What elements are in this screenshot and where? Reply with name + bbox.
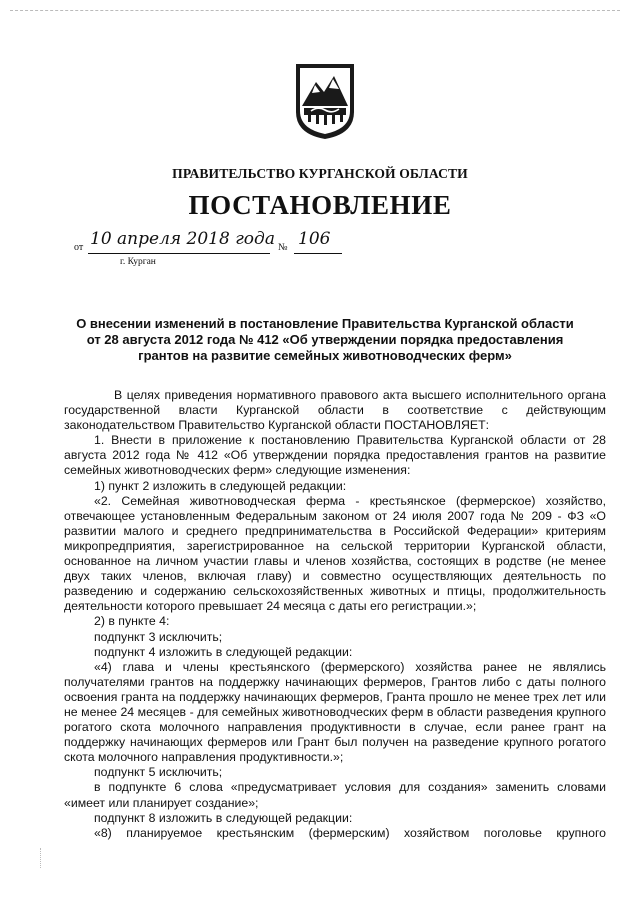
- body-paragraph-quote-8: «8) планируемое крестьянским (фермерским) хозяйством поголовье крупного: [94, 825, 606, 840]
- handwritten-number: 106: [298, 229, 331, 249]
- body-paragraph-exclude-3: подпункт 3 исключить;: [94, 629, 223, 644]
- body-paragraph-quote-2: «2. Семейная животноводческая ферма - крестьянское (фермерское) хозяйство, отвечающее установленным Федеральным законом от 24 июля 2007 года № 209 - ФЗ «О развитии малого и среднего предпринимательства в Российской Федерации» критериям микропредприятия, зарегистрированное на сельской территории Курганской области, основанное на личном участии главы и членов хозяйства, состоящих в родстве (не менее двух таких членов, включая главу) и совместно осуществляющих деятельность по разведению и содержанию сельскохозяйственных животных и птицы, продолжительность деятельности которого превышает 24 месяца с даты его регистрации.»;: [64, 493, 606, 614]
- document-body: [64, 388, 606, 841]
- date-prefix: от: [74, 242, 84, 253]
- number-underline: [294, 253, 342, 254]
- date-number-line: [74, 229, 374, 273]
- subject-line: О внесении изменений в постановление Правительства Курганской области: [76, 316, 574, 331]
- scan-edge-line: [10, 10, 620, 11]
- government-name: ПРАВИТЕЛЬСТВО КУРГАНСКОЙ ОБЛАСТИ: [172, 166, 468, 181]
- document-type-title: ПОСТАНОВЛЕНИЕ: [188, 190, 452, 220]
- body-paragraph-words-6: в подпункте 6 слова «предусматривает условия для создания» заменить словами «имеет или планирует создание»;: [64, 780, 606, 810]
- scan-margin-mark: [40, 848, 42, 868]
- city-label: г. Курган: [120, 257, 156, 267]
- handwritten-date: 10 апреля 2018 года: [90, 229, 275, 249]
- body-paragraph-item-1: 1. Внести в приложение к постановлению Правительства Курганской области от 28 августа 2012 года № 412 «Об утверждении порядка предоставления грантов на развитие семейных животноводческих ферм» следующие изменения:: [64, 433, 606, 478]
- body-paragraph-quote-4: «4) глава и члены крестьянского (фермерского) хозяйства ранее не являлись получателями грантов на поддержку начинающих фермеров, Грантов либо с даты полного освоения гранта на поддержку начинающих фермеров, Гранта прошло не менее трех лет или не менее 24 месяцев - для семейных животноводческих ферм в области разведения крупного рогатого скота молочного направления продуктивности в случае, если ранее грант на поддержку начинающих фермеров или Грант был получен на разведение крупного рогатого скота молочного направления продуктивности.»;: [64, 659, 606, 765]
- subject-line: от 28 августа 2012 года № 412 «Об утверждении порядка предоставления: [86, 332, 564, 347]
- date-underline: [88, 253, 270, 254]
- subject-line: грантов на развитие семейных животноводческих ферм»: [138, 348, 512, 363]
- kurgan-coat-of-arms-icon: [294, 62, 356, 140]
- number-prefix: №: [278, 242, 288, 253]
- body-paragraph-preamble: В целях приведения нормативного правового акта высшего исполнительного органа государственной власти Курганской области в соответствие с действующим законодательством Правительство Курганской области ПОСТАНОВЛЯЕТ:: [64, 388, 606, 433]
- body-paragraph-subitem-2: 2) в пункте 4:: [94, 614, 170, 629]
- body-paragraph-subitem-1: 1) пункт 2 изложить в следующей редакции:: [94, 478, 347, 493]
- document-subject: [60, 316, 590, 364]
- body-paragraph-replace-4: подпункт 4 изложить в следующей редакции:: [94, 644, 353, 659]
- body-paragraph-replace-8: подпункт 8 изложить в следующей редакции:: [94, 810, 353, 825]
- body-paragraph-exclude-5: подпункт 5 исключить;: [94, 765, 223, 780]
